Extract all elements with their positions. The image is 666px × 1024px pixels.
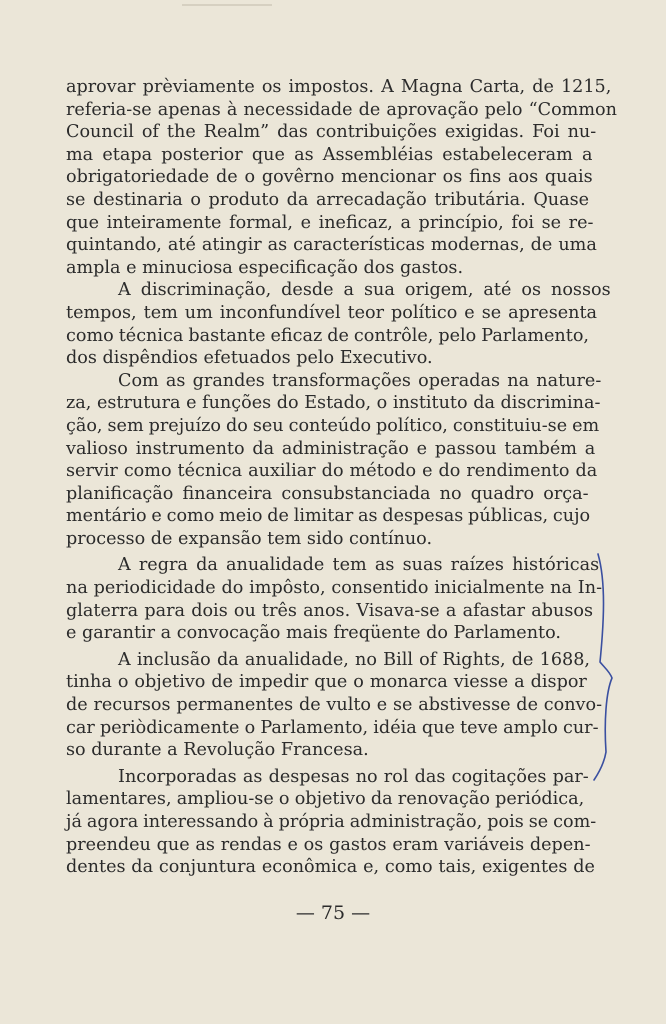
text-line: quintando, até atingir as características modernas, de uma [66,235,597,256]
text-line: e garantir a convocação mais freqüente do Parlamento. [66,623,561,644]
text-line: dos dispêndios efetuados pelo Executivo. [66,348,433,369]
text-line: planificação financeira consubstanciada no quadro orça- [66,483,589,504]
text-line: valioso instrumento da administração e passou também a [66,438,596,459]
text-line: ma etapa posterior que as Assembléias estabeleceram a [66,144,593,165]
text-line: Com as grandes transformações operadas na nature- [118,370,602,391]
text-line: servir como técnica auxiliar do método e do rendimento da [66,461,598,482]
text-line: aprovar prèviamente os impostos. A Magna Carta, de 1215, [66,77,612,97]
paragraph-2 [66,279,611,369]
text-line: A regra da anualidade tem as suas raízes históricas [118,555,600,576]
text-line: mentário e como meio de limitar as despesas públicas, cujo [66,506,591,527]
text-line: preendeu que as rendas e os gastos eram variáveis depen- [66,834,591,855]
text-line: Council of the Realm” das contribuições exigidas. Foi nu- [66,122,597,143]
text-line: A discriminação, desde a sua origem, até os nossos [118,280,611,301]
text-line: dentes da conjuntura econômica e, como tais, exigentes de [66,857,595,878]
paragraph-4 [66,554,603,644]
text-line: de recursos permanentes de vulto e se abstivesse de convo- [66,695,603,716]
body-text [66,76,617,879]
paragraph-6 [66,766,597,879]
text-line: referia-se apenas à necessidade de aprovação pelo “Common [66,99,617,120]
text-line: car periòdicamente o Parlamento, idéia que teve amplo cur- [66,717,599,738]
text-line: na periodicidade do impôsto, consentido inicialmente na In- [66,578,603,599]
text-line: so durante a Revolução Francesa. [66,740,369,761]
text-line: Incorporadas as despesas no rol das cogitações par- [118,766,589,787]
text-line: obrigatoriedade de o govêrno mencionar os fins aos quais [66,167,593,188]
text-line: lamentares, ampliou-se o objetivo da renovação periódica, [66,789,585,810]
text-line: tempos, tem um inconfundível teor político e se apresenta [66,302,598,323]
paragraph-3 [66,370,602,551]
margin-bracket-annotation [590,552,630,782]
text-line: za, estrutura e funções do Estado, o instituto da discrimina- [66,393,601,414]
text-line: ção, sem prejuízo do seu conteúdo político, constituiu-se em [66,415,600,436]
paragraph-1 [66,76,617,279]
text-line: processo de expansão tem sido contínuo. [66,528,433,549]
text-line: A inclusão da anualidade, no Bill of Rights, de 1688, [118,649,591,670]
text-line: glaterra para dois ou três anos. Visava-se a afastar abusos [66,600,594,621]
text-line: já agora interessando à própria administração, pois se com- [66,812,597,832]
text-line: se destinaria o produto da arrecadação tributária. Quase [66,189,590,210]
text-line: tinha o objetivo de impedir que o monarca viesse a dispor [66,672,587,693]
text-line: como técnica bastante eficaz de contrôle, pelo Parlamento, [66,325,590,346]
scan-mark [182,4,272,6]
text-line: que inteiramente formal, e ineficaz, a princípio, foi se re- [66,212,594,233]
paragraph-5 [66,649,603,762]
text-line: ampla e minuciosa especificação dos gastos. [66,257,464,278]
page-number: — 75 — [295,902,371,924]
